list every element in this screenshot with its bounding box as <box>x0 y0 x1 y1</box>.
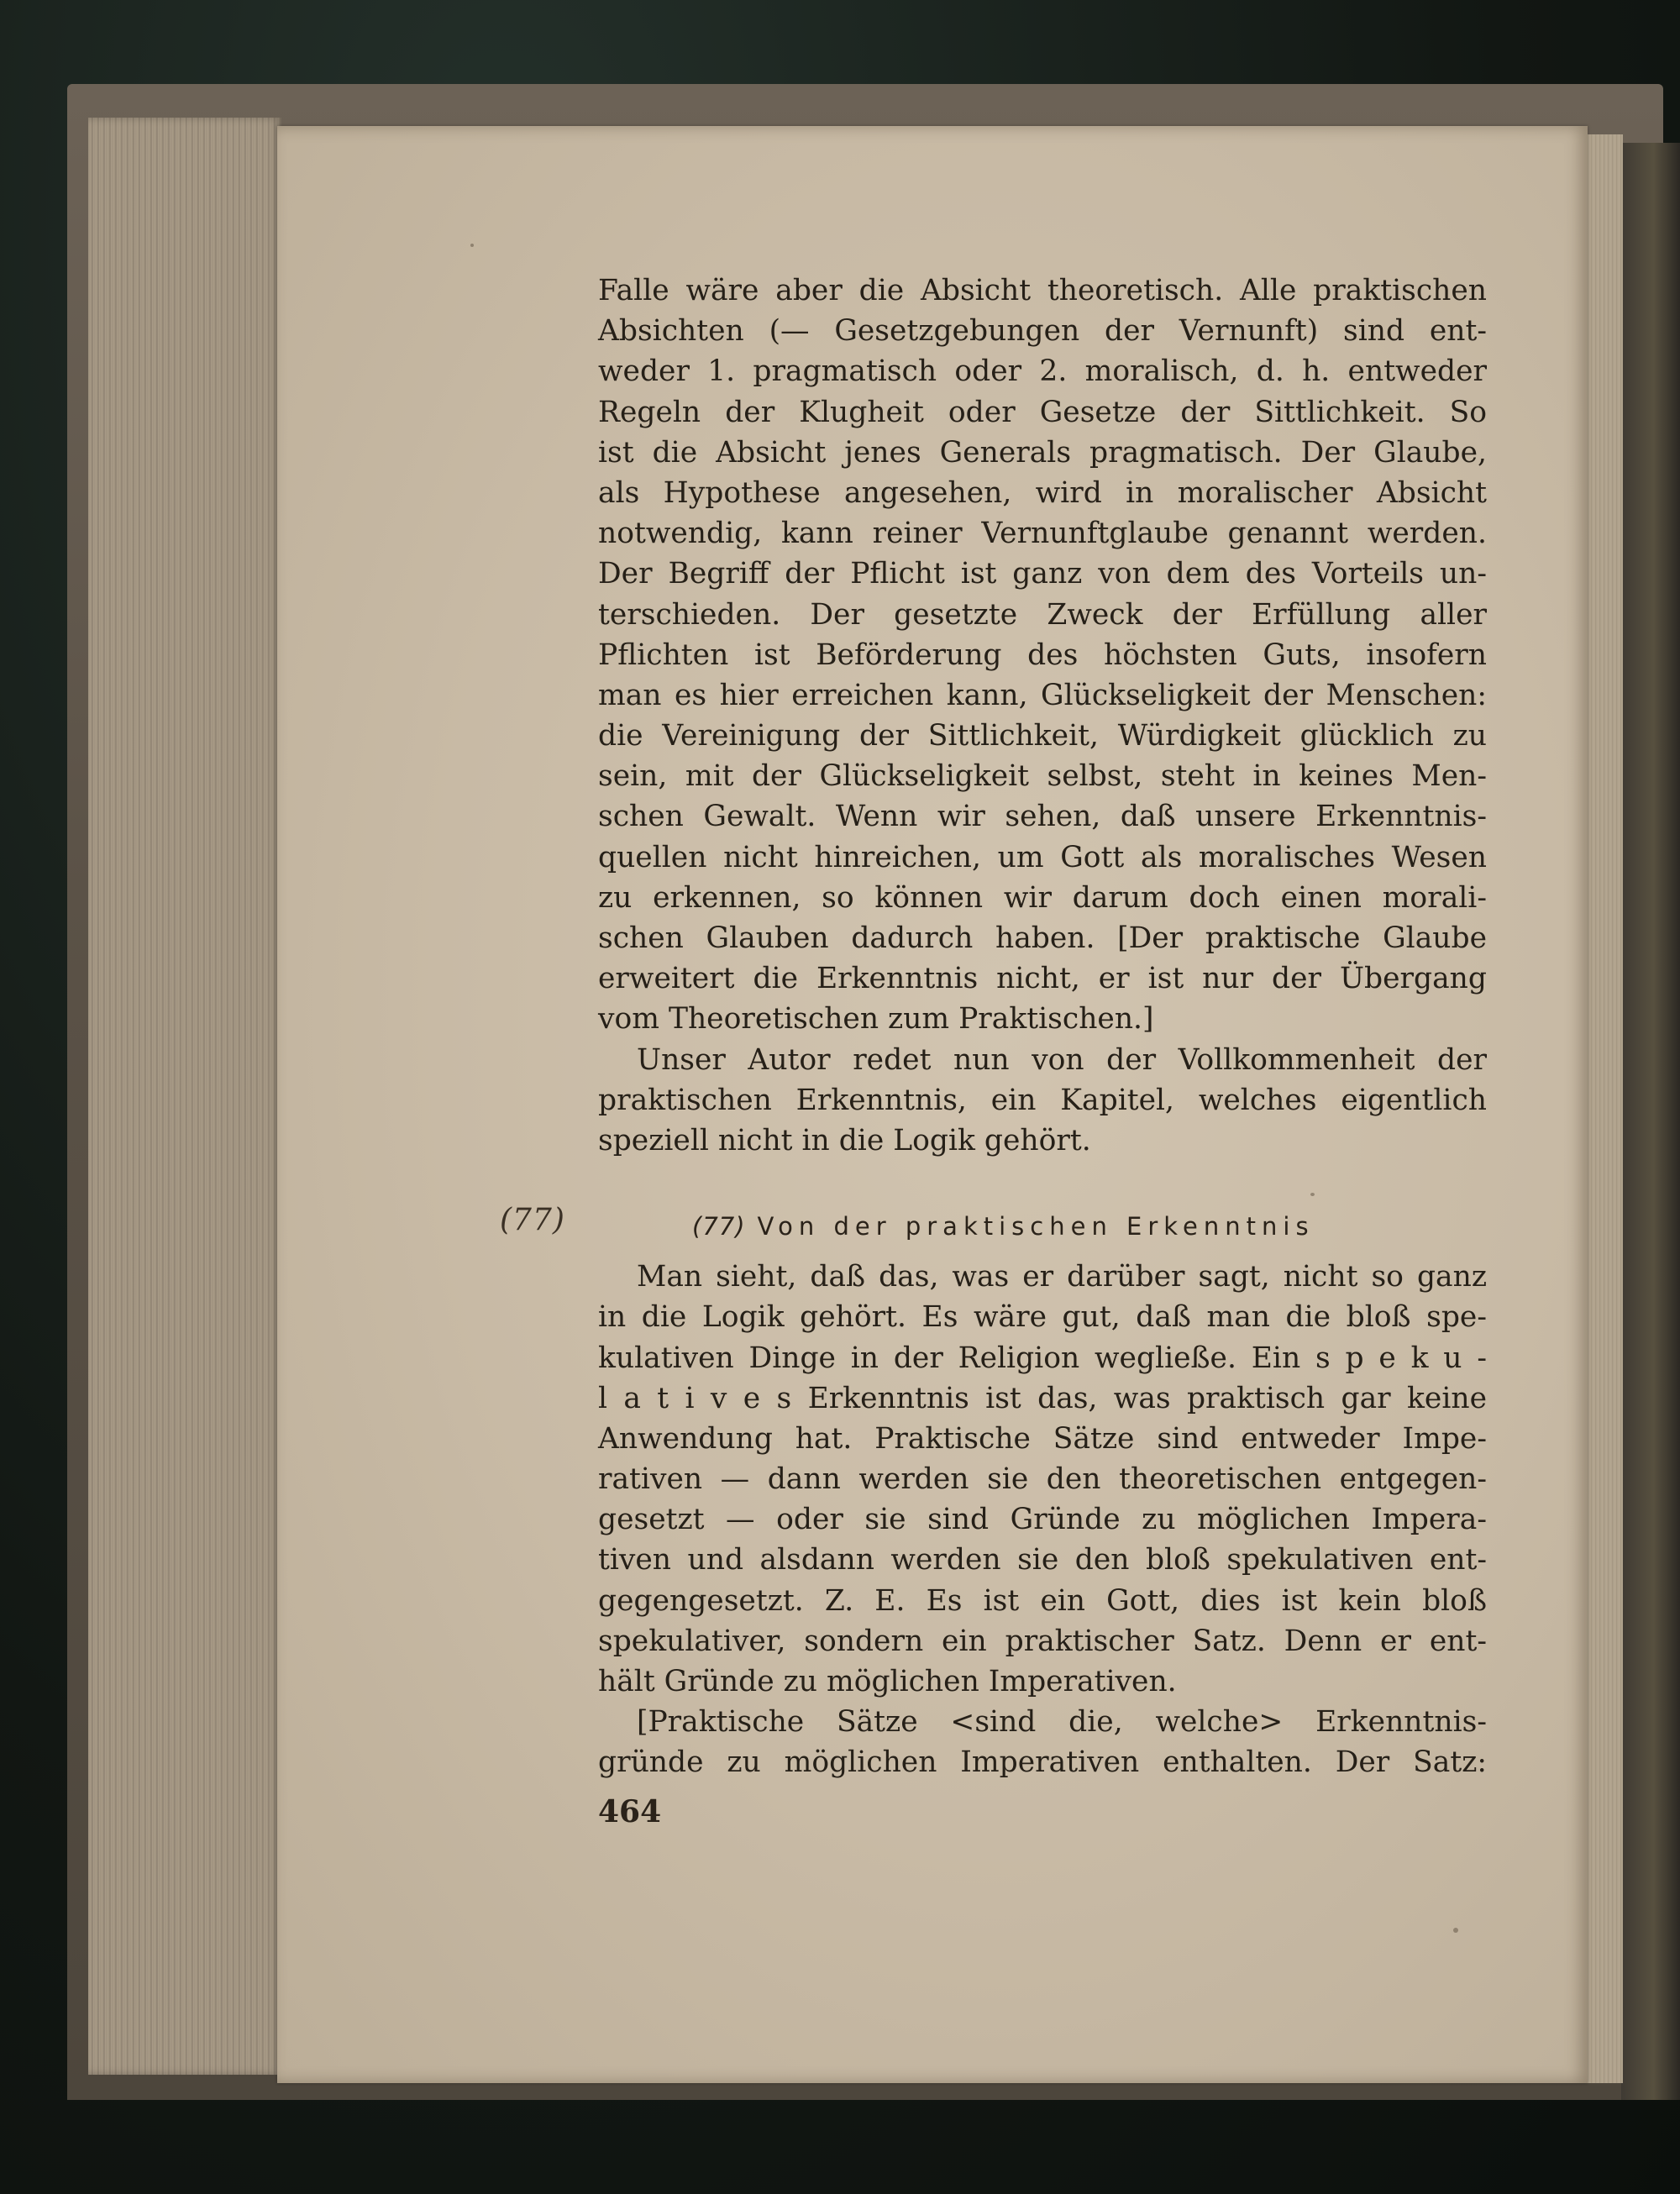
text-line: kulativen Dinge in der Religion wegließe. Ein s p e k u - <box>598 1341 1487 1375</box>
text-line: erweitert die Erkenntnis nicht, er ist nur der Übergang <box>598 962 1487 996</box>
text-line: hält Gründe zu möglichen Imperativen. <box>598 1665 1177 1698</box>
text-line: man es hier erreichen kann, Glückseligkeit der Menschen: <box>598 678 1487 712</box>
text-line: rativen — dann werden sie den theoretischen entgegen- <box>598 1462 1487 1497</box>
book-cover-edge <box>1621 143 1680 2100</box>
page-number: 464 <box>598 1794 662 1829</box>
text-line: Absichten (— Gesetzgebungen der Vernunft) sind ent- <box>598 314 1487 349</box>
text-line: vom Theoretischen zum Praktischen.] <box>598 1002 1154 1037</box>
paper-speck <box>1453 1928 1458 1933</box>
page-stack-left <box>88 118 281 2075</box>
text-line: die Vereinigung der Sittlichkeit, Würdigkeit glücklich zu <box>598 719 1487 753</box>
section-heading-title: Von der praktischen Erkenntnis <box>757 1212 1315 1241</box>
spacer <box>598 1161 1487 1203</box>
text-line: ist die Absicht jenes Generals pragmatisch. Der Glaube, <box>598 435 1487 470</box>
text-line: speziell nicht in die Logik gehört. <box>598 1123 1091 1157</box>
text-line: zu erkennen, so können wir darum doch einen morali- <box>598 880 1487 915</box>
section-heading-text <box>692 1206 1315 1247</box>
section-heading-number: (77) <box>692 1212 746 1241</box>
text-line: gegengesetzt. Z. E. Es ist ein Gott, dies ist kein bloß <box>598 1583 1487 1618</box>
text-line: notwendig, kann reiner Vernunftglaube genannt werden. <box>598 517 1487 551</box>
text-line: praktischen Erkenntnis, ein Kapitel, welches eigentlich <box>598 1083 1487 1117</box>
paper-speck <box>470 244 474 247</box>
text-line: weder 1. pragmatisch oder 2. moralisch, d. h. entweder <box>598 354 1487 389</box>
text-line: [Praktische Sätze <sind die, welche> Erkenntnis- <box>637 1705 1487 1740</box>
text-line: Anwendung hat. Praktische Sätze sind entweder Impe- <box>598 1421 1487 1456</box>
body-text <box>598 270 1487 1783</box>
text-line: terschieden. Der gesetzte Zweck der Erfüllung aller <box>598 597 1487 632</box>
text-line: gründe zu möglichen Imperativen enthalten. Der Satz: <box>598 1745 1487 1780</box>
text-line: in die Logik gehört. Es wäre gut, daß man die bloß spe- <box>598 1300 1487 1335</box>
text-line: l a t i v e s Erkenntnis ist das, was praktisch gar keine <box>598 1381 1487 1415</box>
text-line: Pflichten ist Beförderung des höchsten Guts, insofern <box>598 638 1487 672</box>
text-line: sein, mit der Glückseligkeit selbst, steht in keines Men- <box>598 759 1487 794</box>
text-line: Falle wäre aber die Absicht theoretisch. Alle praktischen <box>598 274 1487 307</box>
text-line: Man sieht, daß das, was er darüber sagt, nicht so ganz <box>637 1260 1487 1294</box>
text-line: schen Glauben dadurch haben. [Der praktische Glaube <box>598 921 1487 955</box>
text-line: quellen nicht hinreichen, um Gott als moralisches Wesen <box>598 840 1487 874</box>
text-line: Der Begriff der Pflicht ist ganz von dem des Vorteils un- <box>598 557 1487 591</box>
text-line: schen Gewalt. Wenn wir sehen, daß unsere Erkenntnis- <box>598 800 1487 834</box>
text-line: als Hypothese angesehen, wird in moralischer Absicht <box>598 475 1487 510</box>
section-heading <box>598 1203 1487 1248</box>
text-line: spekulativer, sondern ein praktischer Satz. Denn er ent- <box>598 1624 1487 1658</box>
text-line: Regeln der Klugheit oder Gesetze der Sittlichkeit. So <box>598 395 1487 429</box>
text-line: Unser Autor redet nun von der Vollkommenheit der <box>637 1042 1487 1077</box>
text-line: gesetzt — oder sie sind Gründe zu möglichen Impera- <box>598 1503 1487 1537</box>
text-line: tiven und alsdann werden sie den bloß spekulativen ent- <box>598 1543 1487 1577</box>
margin-page-reference: (77) <box>500 1203 565 1237</box>
